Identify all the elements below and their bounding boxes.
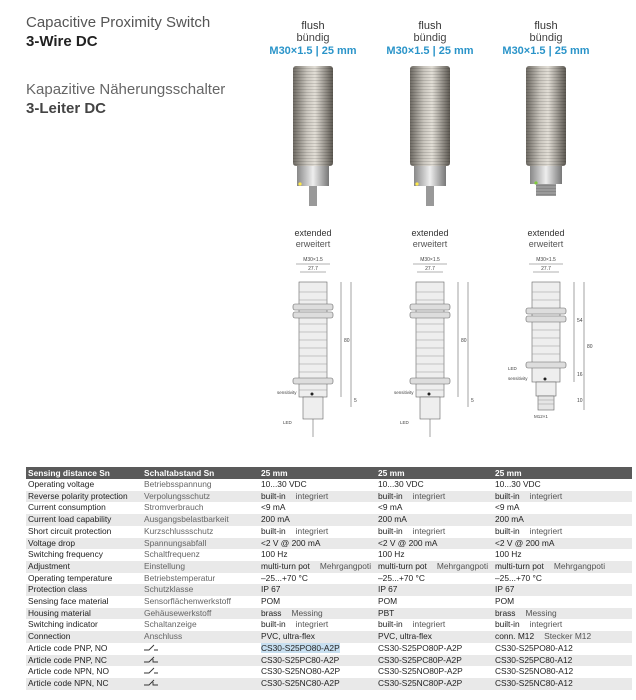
cell-value-col1: IP 67 bbox=[261, 584, 281, 595]
cell-value-col2: PBT bbox=[378, 607, 395, 618]
ext-de: erweitert bbox=[295, 239, 331, 249]
cell-property-de: Gehäusewerkstoff bbox=[144, 607, 212, 618]
extended-label-1 bbox=[253, 228, 373, 250]
dim-width: 27.7 bbox=[308, 266, 318, 272]
cell-property-de: Betriebstemperatur bbox=[144, 572, 216, 583]
cell-value-col1: PVC, ultra-flex bbox=[261, 631, 315, 642]
dim-54: 54 bbox=[577, 318, 583, 324]
cell-value-col2: built-in integriert bbox=[378, 525, 446, 536]
header-col3: 25 mm bbox=[495, 468, 522, 478]
dim-thread: M30×1.5 bbox=[536, 257, 556, 263]
cell-property-en: Housing material bbox=[28, 607, 91, 618]
mount-en: flush bbox=[534, 20, 558, 32]
table-row bbox=[26, 608, 632, 620]
cell-value-col3: 100 Hz bbox=[495, 549, 522, 560]
subtitle-de: 3-Leiter DC bbox=[26, 100, 107, 117]
table-header-row bbox=[26, 467, 632, 479]
mount-en: flush bbox=[418, 20, 442, 32]
mount-de: bündig bbox=[529, 32, 563, 44]
table-row bbox=[26, 666, 632, 678]
cell-property-en: Reverse polarity protection bbox=[28, 490, 128, 501]
cell-value-col1: 10...30 VDC bbox=[261, 479, 307, 489]
extended-label-2 bbox=[370, 228, 490, 250]
cell-property-en: Sensing face material bbox=[28, 596, 109, 607]
cell-property-de: Kurzschlussschutz bbox=[144, 525, 214, 536]
cell-property-en: Article code PNP, NO bbox=[28, 642, 108, 653]
technical-drawing-2 bbox=[370, 252, 490, 438]
cell-value-col3: built-in integriert bbox=[495, 525, 563, 536]
dim-5: 5 bbox=[471, 398, 474, 404]
cell-value-col1: built-in integriert bbox=[261, 525, 329, 536]
cell-value-col3: –25...+70 °C bbox=[495, 572, 542, 583]
title-en: Capacitive Proximity Switch bbox=[26, 14, 211, 31]
table-row bbox=[26, 619, 632, 631]
dim-10: 10 bbox=[577, 398, 583, 404]
cell-value-col2: CS30-S25PO80P-A2P bbox=[378, 642, 463, 653]
dim-length: 80 bbox=[587, 344, 593, 350]
dim-thread: M30×1.5 bbox=[420, 257, 440, 263]
cell-value-col3: built-in integriert bbox=[495, 490, 563, 501]
cell-property-de bbox=[142, 655, 259, 667]
cell-value-col1: <9 mA bbox=[261, 502, 286, 513]
cell-property-de: Schaltfrequenz bbox=[144, 549, 200, 560]
size-label: M30×1.5 | 25 mm bbox=[386, 45, 474, 57]
dim-5: 5 bbox=[354, 398, 357, 404]
cell-value-col3: conn. M12 Stecker M12 bbox=[495, 631, 592, 642]
cell-property-de: Spannungsabfall bbox=[144, 537, 207, 548]
sensitivity-label: sensitivity bbox=[508, 376, 528, 381]
cell-value-col3: CS30-S25NC80-A12 bbox=[495, 677, 573, 688]
cell-property-en: Article code NPN, NO bbox=[28, 666, 109, 677]
cell-value-col1: multi-turn pot Mehrgangpoti bbox=[261, 560, 372, 571]
table-row bbox=[26, 491, 632, 503]
table-row bbox=[26, 479, 632, 491]
cell-value-col1: CS30-S25NC80-A2P bbox=[261, 677, 340, 688]
cell-property-de: Sensorflächenwerkstoff bbox=[144, 596, 231, 607]
cell-value-col1: built-in integriert bbox=[261, 490, 329, 501]
cell-value-col2: POM bbox=[378, 596, 398, 607]
cell-value-col2: built-in integriert bbox=[378, 619, 446, 630]
cell-value-col1: CS30-S25PC80-A2P bbox=[261, 654, 340, 665]
cell-value-col2: CS30-S25PC80P-A2P bbox=[378, 654, 462, 665]
header-col1: 25 mm bbox=[261, 468, 288, 478]
mount-de: bündig bbox=[413, 32, 447, 44]
cell-value-col1: 200 mA bbox=[261, 514, 290, 525]
size-label: M30×1.5 | 25 mm bbox=[502, 45, 590, 57]
led-label: LED bbox=[508, 366, 517, 371]
cell-property-en: Operating voltage bbox=[28, 479, 95, 489]
ext-en: extended bbox=[294, 228, 332, 238]
title-block bbox=[26, 14, 256, 118]
cell-value-col2: PVC, ultra-flex bbox=[378, 631, 432, 642]
cell-property-en: Current consumption bbox=[28, 502, 106, 513]
cell-value-col1: POM bbox=[261, 596, 281, 607]
table-row bbox=[26, 655, 632, 667]
dim-width: 27.7 bbox=[541, 266, 551, 272]
cell-property-de: Schutzklasse bbox=[144, 584, 194, 595]
cell-property-de bbox=[142, 666, 259, 678]
header-de: Schaltabstand Sn bbox=[144, 468, 215, 478]
cell-value-col3: brass Messing bbox=[495, 607, 557, 618]
dim-width: 27.7 bbox=[425, 266, 435, 272]
dim-thread: M30×1.5 bbox=[303, 257, 323, 263]
table-row bbox=[26, 573, 632, 585]
cell-property-en: Switching frequency bbox=[28, 549, 103, 560]
table-row bbox=[26, 584, 632, 596]
sensor-photo-m12 bbox=[486, 62, 606, 222]
cell-property-de: Ausgangsbelastbarkeit bbox=[144, 514, 229, 525]
cell-value-col1: CS30-S25PO80-A2P bbox=[261, 642, 340, 653]
cell-value-col3: IP 67 bbox=[495, 584, 515, 595]
cell-property-en: Operating temperature bbox=[28, 572, 113, 583]
technical-drawing-1 bbox=[253, 252, 373, 438]
cell-value-col2: <2 V @ 200 mA bbox=[378, 537, 438, 548]
dim-length: 80 bbox=[461, 338, 467, 344]
cell-value-col2: –25...+70 °C bbox=[378, 572, 425, 583]
cell-property-en: Short circuit protection bbox=[28, 525, 112, 536]
cell-property-en: Current load capability bbox=[28, 514, 112, 525]
header-en: Sensing distance Sn bbox=[28, 468, 110, 478]
table-row bbox=[26, 526, 632, 538]
cell-property-de bbox=[142, 678, 259, 690]
cell-property-en: Protection class bbox=[28, 584, 88, 595]
cell-value-col3: 200 mA bbox=[495, 514, 524, 525]
cell-value-col2: multi-turn pot Mehrgangpoti bbox=[378, 560, 489, 571]
cell-property-de: Anschluss bbox=[144, 631, 183, 642]
cell-value-col3: multi-turn pot Mehrgangpoti bbox=[495, 560, 606, 571]
product-header-3 bbox=[486, 20, 606, 58]
mount-de: bündig bbox=[296, 32, 330, 44]
cell-value-col2: built-in integriert bbox=[378, 490, 446, 501]
cell-value-col1: <2 V @ 200 mA bbox=[261, 537, 321, 548]
ext-en: extended bbox=[527, 228, 565, 238]
cell-value-col2: 100 Hz bbox=[378, 549, 405, 560]
ext-en: extended bbox=[411, 228, 449, 238]
size-label: M30×1.5 | 25 mm bbox=[269, 45, 357, 57]
cell-value-col2: CS30-S25NC80P-A2P bbox=[378, 677, 463, 688]
cell-value-col3: <9 mA bbox=[495, 502, 520, 513]
cell-value-col2: IP 67 bbox=[378, 584, 398, 595]
cell-value-col1: built-in integriert bbox=[261, 619, 329, 630]
cell-value-col3: CS30-S25PC80-A12 bbox=[495, 654, 573, 665]
cell-value-col2: CS30-S25NO80P-A2P bbox=[378, 666, 463, 677]
cell-value-col1: 100 Hz bbox=[261, 549, 288, 560]
normally-open-icon bbox=[144, 644, 158, 651]
technical-drawing-3 bbox=[486, 252, 606, 438]
product-header-2 bbox=[370, 20, 490, 58]
cell-property-en: Adjustment bbox=[28, 560, 70, 571]
dim-16: 16 bbox=[577, 372, 583, 378]
normally-closed-icon bbox=[144, 679, 158, 686]
table-row bbox=[26, 538, 632, 550]
cell-value-col3: 10...30 VDC bbox=[495, 479, 541, 489]
normally-closed-icon bbox=[144, 656, 158, 663]
cell-value-col1: CS30-S25NO80-A2P bbox=[261, 666, 341, 677]
table-row bbox=[26, 561, 632, 573]
header-col2: 25 mm bbox=[378, 468, 405, 478]
m12-label: M12×1 bbox=[534, 414, 548, 419]
cell-property-de: Betriebsspannung bbox=[144, 479, 212, 489]
sensitivity-label: sensitivity bbox=[277, 390, 297, 395]
normally-open-icon bbox=[144, 667, 158, 674]
subtitle-en: 3-Wire DC bbox=[26, 33, 98, 50]
extended-label-3 bbox=[486, 228, 606, 250]
cell-property-en: Switching indicator bbox=[28, 619, 98, 630]
cell-property-en: Voltage drop bbox=[28, 537, 76, 548]
table-row bbox=[26, 678, 632, 690]
table-row bbox=[26, 643, 632, 655]
cell-value-col3: CS30-S25NO80-A12 bbox=[495, 666, 574, 677]
cell-value-col2: <9 mA bbox=[378, 502, 403, 513]
led-label: LED bbox=[400, 420, 409, 425]
table-row bbox=[26, 596, 632, 608]
cell-property-de: Verpolungsschutz bbox=[144, 490, 211, 501]
led-label: LED bbox=[283, 420, 292, 425]
title-de: Kapazitive Näherungsschalter bbox=[26, 81, 226, 98]
table-row bbox=[26, 514, 632, 526]
spec-table bbox=[26, 467, 632, 690]
dim-length: 80 bbox=[344, 338, 350, 344]
cell-value-col1: brass Messing bbox=[261, 607, 323, 618]
cell-property-en: Article code NPN, NC bbox=[28, 677, 109, 688]
product-header-1 bbox=[253, 20, 373, 58]
cell-value-col2: 10...30 VDC bbox=[378, 479, 424, 489]
cell-value-col3: POM bbox=[495, 596, 515, 607]
ext-de: erweitert bbox=[528, 239, 564, 249]
cell-property-en: Connection bbox=[28, 631, 71, 642]
table-body bbox=[26, 479, 632, 690]
cell-value-col3: <2 V @ 200 mA bbox=[495, 537, 555, 548]
cell-value-col3: built-in integriert bbox=[495, 619, 563, 630]
cell-property-de bbox=[142, 643, 259, 655]
sensor-photo-cable-2 bbox=[370, 62, 490, 222]
sensor-photo-cable-1 bbox=[253, 62, 373, 222]
ext-de: erweitert bbox=[412, 239, 448, 249]
table-row bbox=[26, 502, 632, 514]
cell-property-en: Article code PNP, NC bbox=[28, 654, 107, 665]
cell-property-de: Stromverbrauch bbox=[144, 502, 204, 513]
cell-value-col3: CS30-S25PO80-A12 bbox=[495, 642, 573, 653]
cell-value-col2: 200 mA bbox=[378, 514, 407, 525]
cell-property-de: Einstellung bbox=[144, 560, 185, 571]
table-row bbox=[26, 549, 632, 561]
table-row bbox=[26, 631, 632, 643]
mount-en: flush bbox=[301, 20, 325, 32]
cell-value-col1: –25...+70 °C bbox=[261, 572, 308, 583]
cell-property-de: Schaltanzeige bbox=[144, 619, 197, 630]
sensitivity-label: sensitivity bbox=[394, 390, 414, 395]
